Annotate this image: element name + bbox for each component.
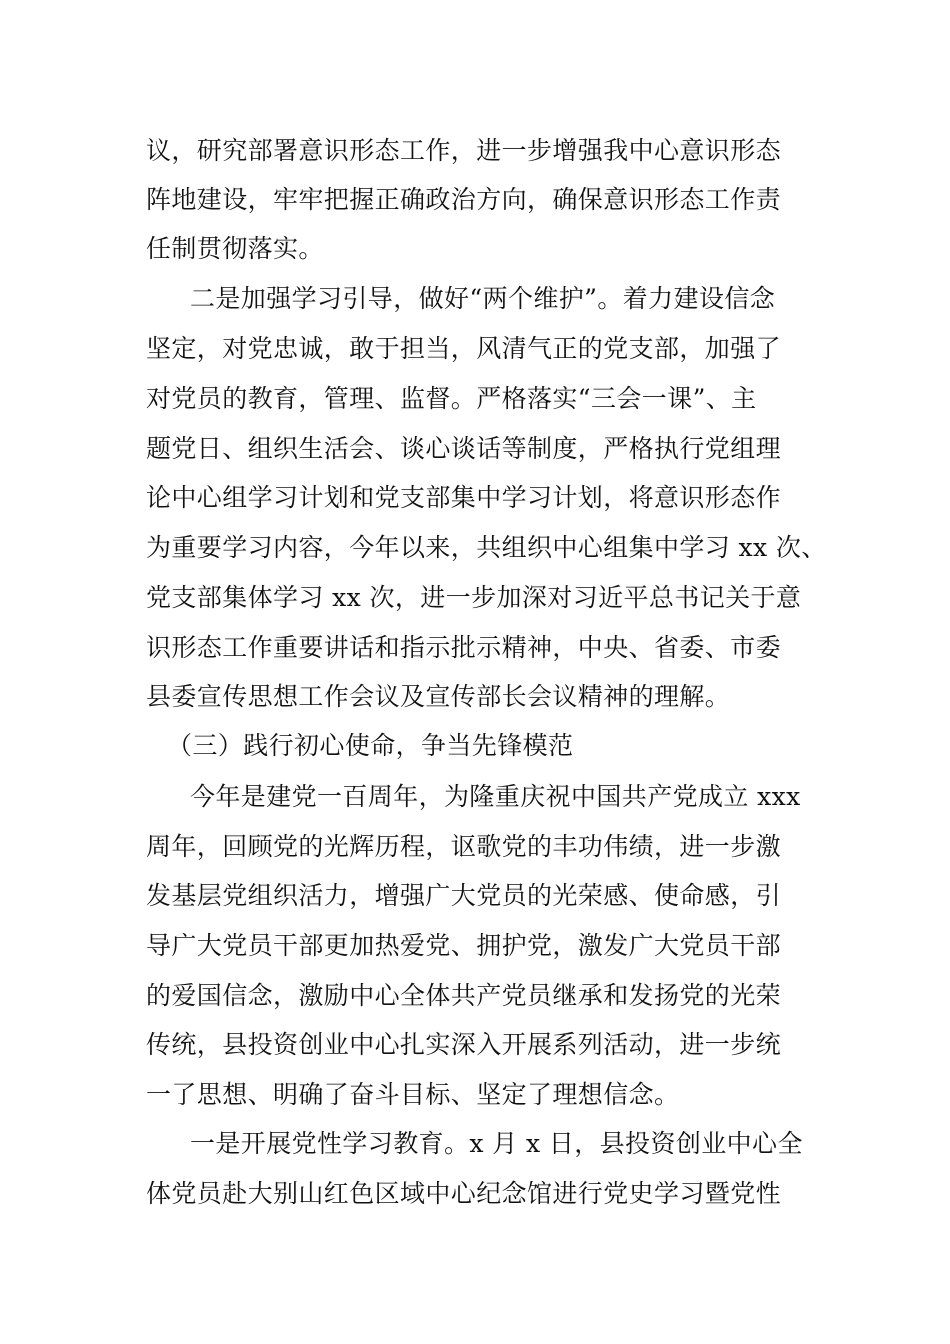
text-line: 议，研究部署意识形态工作，进一步增强我中心意识形态 — [146, 136, 782, 165]
text-line: 一了思想、明确了奋斗目标、坚定了理想信念。 — [146, 1080, 680, 1109]
text-line: 周年，回顾党的光辉历程，讴歌党的丰功伟绩，进一步激 — [146, 832, 782, 861]
paragraph-first-line: 一是开展党性学习教育。x 月 x 日，县投资创业中心全 — [190, 1129, 803, 1158]
text-line: 坚定，对党忠诚，敢于担当，风清气正的党支部，加强了 — [146, 334, 782, 363]
text-line: 传统，县投资创业中心扎实深入开展系列活动，进一步统 — [146, 1030, 782, 1059]
paragraph-first-line: 今年是建党一百周年，为隆重庆祝中国共产党成立 xxx — [190, 782, 801, 811]
text-line: 导广大党员干部更加热爱党、拥护党，激发广大党员干部 — [146, 931, 782, 960]
text-line: 论中心组学习计划和党支部集中学习计划，将意识形态作 — [146, 483, 782, 512]
text-line: 识形态工作重要讲话和指示批示精神，中央、省委、市委 — [146, 633, 782, 662]
paragraph-first-line: 二是加强学习引导，做好“两个维护”。着力建设信念 — [190, 284, 776, 313]
text-line: 为重要学习内容，今年以来，共组织中心组集中学习 xx 次、 — [146, 533, 827, 562]
text-line: 党支部集体学习 xx 次，进一步加深对习近平总书记关于意 — [146, 583, 802, 612]
text-line: 的爱国信念，激励中心全体共产党员继承和发扬党的光荣 — [146, 981, 782, 1010]
text-line: 题党日、组织生活会、谈心谈话等制度，严格执行党组理 — [146, 434, 782, 463]
text-line: 发基层党组织活力，增强广大党员的光荣感、使命感，引 — [146, 881, 782, 910]
section-heading: （三）践行初心使命，争当先锋模范 — [167, 731, 574, 760]
text-line: 阵地建设，牢牢把握正确政治方向，确保意识形态工作责 — [146, 185, 782, 214]
text-line: 县委宣传思想工作会议及宣传部长会议精神的理解。 — [146, 682, 731, 711]
text-line: 体党员赴大别山红色区域中心纪念馆进行党史学习暨党性 — [146, 1179, 782, 1208]
text-line: 任制贯彻落实。 — [146, 234, 324, 263]
text-line: 对党员的教育，管理、监督。严格落实“三会一课”、主 — [146, 384, 757, 413]
